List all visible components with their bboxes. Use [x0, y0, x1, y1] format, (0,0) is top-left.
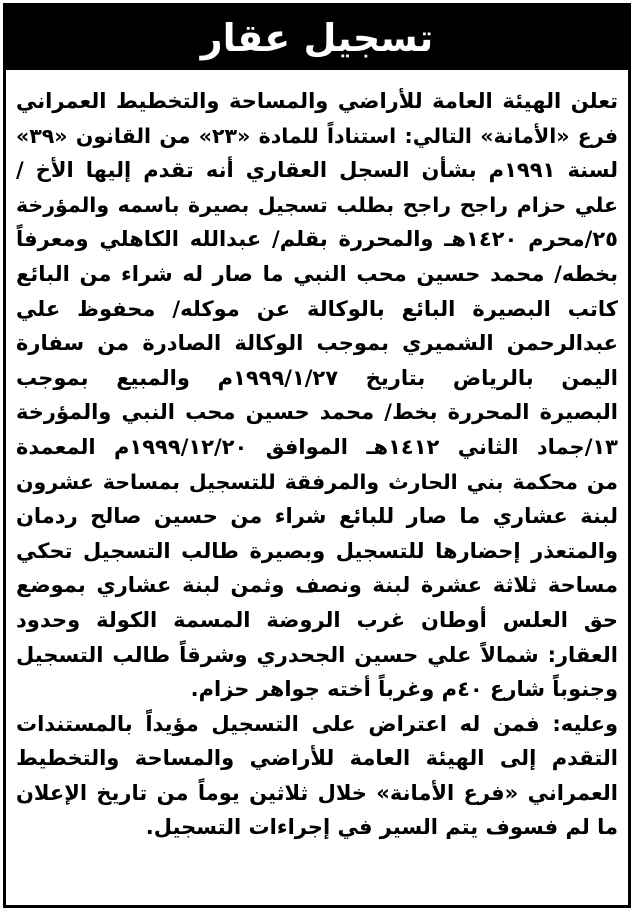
body-line: ١٣/جماد الثاني ١٤١٢هـ الموافق ١٩٩٩/١٢/٢٠م المعمدة [16, 434, 618, 459]
body-line: علي حزام راجح راجح بطلب تسجيل بصيرة باسمه والمؤرخة [16, 192, 618, 217]
body-line: العمراني «فرع الأمانة» خلال ثلاثين يوماً من تاريخ الإعلان [16, 780, 618, 805]
body-line: والمتعذر إحضارها للتسجيل وبصيرة طالب التسجيل تحكي [16, 538, 618, 563]
body-line: وعليه: فمن له اعتراض على التسجيل مؤيداً بالمستندات [16, 711, 618, 736]
notice-frame [3, 3, 631, 908]
body-line: مساحة ثلاثة عشرة لبنة ونصف وثمن لبنة عشاري بموضع [16, 573, 618, 598]
notice-title: تسجيل عقار [200, 16, 434, 60]
body-line: اليمن بالرياض بتاريخ ١٩٩٩/١/٢٧م والمبيع بموجب [16, 365, 618, 390]
body-line: تعلن الهيئة العامة للأراضي والمساحة والتخطيط العمراني [16, 89, 618, 113]
notice-body [16, 84, 618, 845]
body-line: بخطه/ محمد حسين محب النبي ما صار له شراء من البائع [16, 261, 618, 286]
body-line: عبدالرحمن الشميري بموجب الوكالة الصادرة من سفارة [16, 331, 618, 356]
body-line: كاتب البصيرة البائع بالوكالة عن موكله/ محفوظ علي [16, 296, 618, 321]
body-line: من محكمة بني الحارث والمرفقة للتسجيل بمساحة عشرون [16, 469, 618, 494]
body-line: لبنة عشاري ما صار للبائع شراء من حسين صالح ردمان [16, 504, 618, 529]
body-line: التقدم إلى الهيئة العامة للأراضي والمساحة والتخطيط [16, 746, 618, 771]
body-line: وجنوباً شارع ٤٠م وغرباً أخته جواهر حزام. [190, 677, 618, 702]
body-line: ما لم فسوف يتم السير في إجراءات التسجيل. [145, 815, 618, 840]
body-line: العقار: شمالاً علي حسين الجحدري وشرقاً طالب التسجيل [16, 642, 618, 667]
title-bar [6, 6, 628, 70]
body-line: البصيرة المحررة بخط/ محمد حسين محب النبي والمؤرخة [16, 400, 618, 425]
body-line: لسنة ١٩٩١م بشأن السجل العقاري أنه تقدم إليها الأخ / [16, 158, 618, 183]
body-line: ٢٥/محرم ١٤٢٠هـ والمحررة بقلم/ عبدالله الكاهلي ومعرفاً [16, 227, 618, 252]
body-line: فرع «الأمانة» التالي: استناداً للمادة «٢٣» من القانون «٣٩» [16, 123, 618, 148]
body-line: حق العلس أوطان غرب الروضة المسمة الكولة وحدود [16, 607, 618, 632]
